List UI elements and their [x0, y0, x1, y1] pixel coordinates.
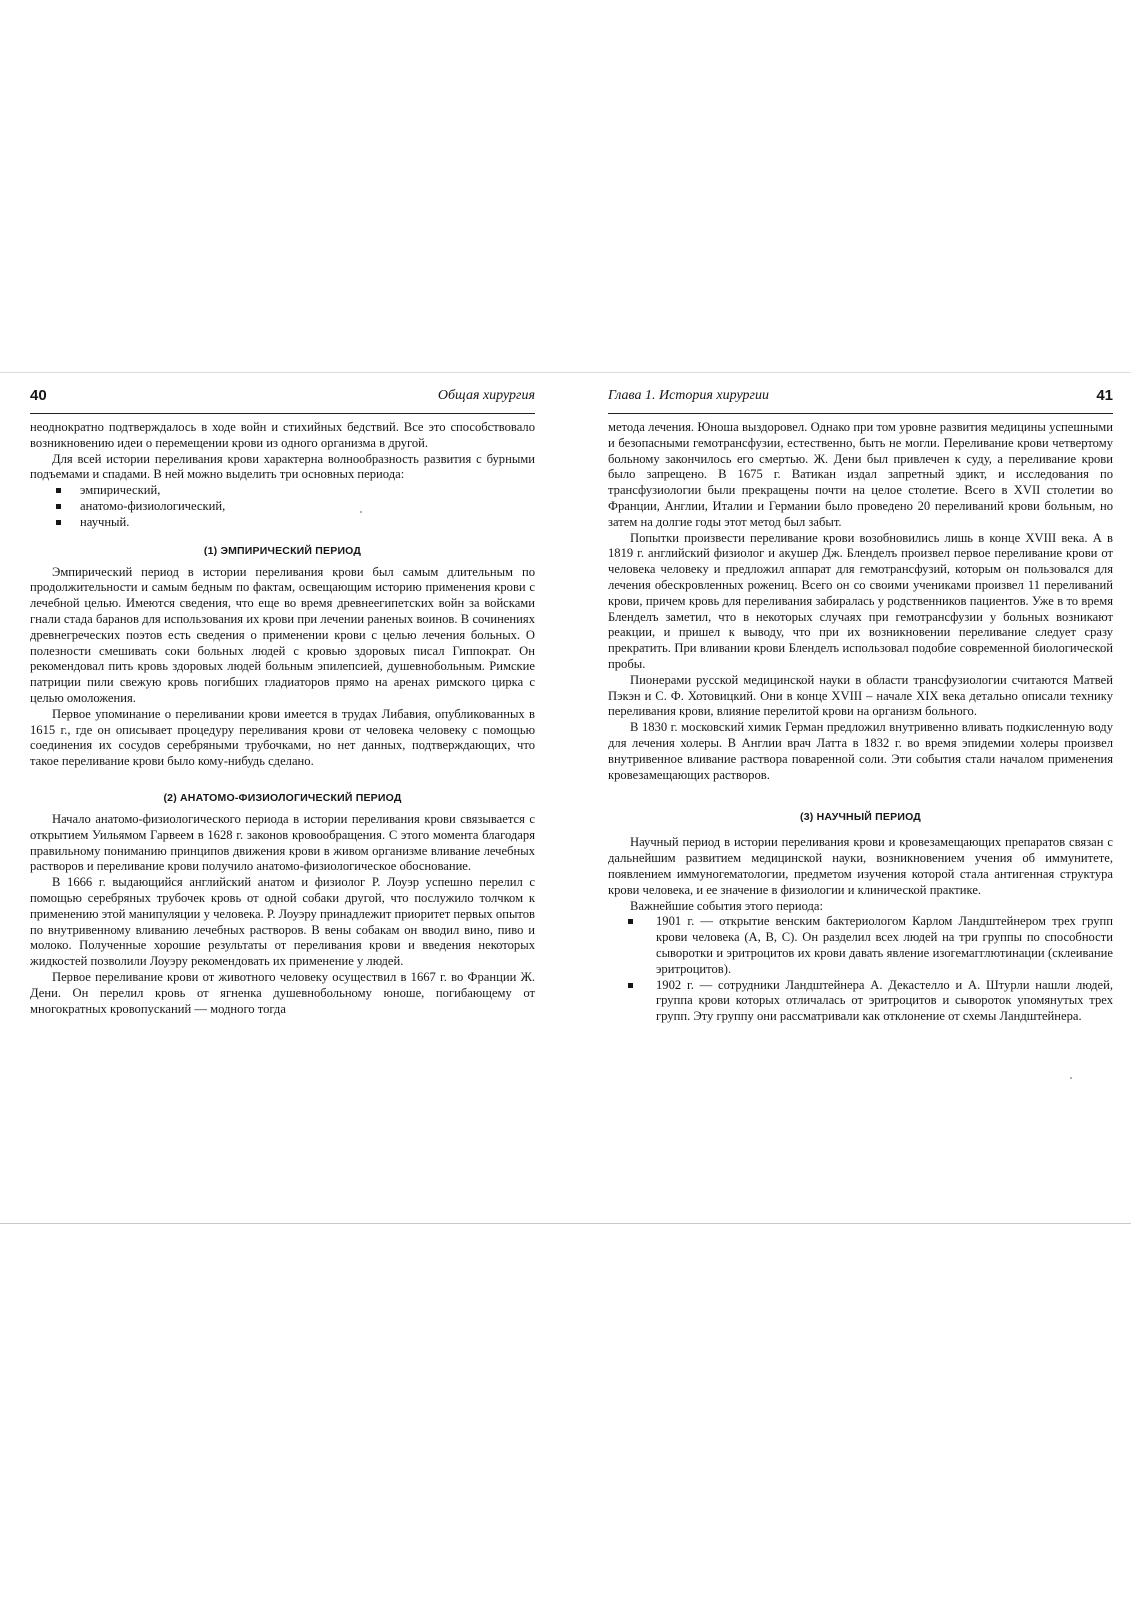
bullet-icon [628, 983, 633, 988]
page-number: 40 [30, 387, 47, 404]
paragraph: Научный период в истории переливания крови и кровезамещающих препаратов связан с дальнейшим развитием медицинской науки, возникновением учения об иммунитете, появлением иммуногематологии, предметом изучения которой стала антигенная структура крови человека, и ее значение в физиологии и клинической практике. [608, 835, 1113, 897]
running-title: Общая хирургия [437, 388, 535, 403]
events-list [608, 914, 1113, 1025]
list-item-text: 1901 г. — открытие венским бактериологом Карлом Ландштейнером трех групп крови человека (А, В, С). Он разделил всех людей на три группы по способности сыворотки и эритроцитов их крови давать явление изогемагглютинации (склеивание эритроцитов). [656, 914, 1113, 976]
left-page [30, 387, 535, 1017]
paragraph: Эмпирический период в истории переливания крови был самым длительным по продолжительности и самым бедным по фактам, освещающим историю применения крови с лечебной целью. Имеются сведения, что еще во время древнеегипетских войн за войсками гнали стада баранов для использования их крови при лечении раненых воинов. В сочинениях древнегреческих поэтов есть сведения о применении крови с целью лечения больных. О полезности смешивать соки больных людей с кровью здоровых писал Гиппократ. Он рекомендовал пить кровь здоровых людей больным эпилепсией, душевнобольным. Римские патриции пили свежую кровь погибших гладиаторов прямо на аренах римского цирка с целью омоложения. [30, 564, 535, 705]
bullet-icon [56, 504, 61, 509]
list-item-text: анатомо-физиологический, [80, 498, 226, 513]
bullet-icon [628, 919, 633, 924]
list-item [608, 914, 1113, 977]
paragraph: Пионерами русской медицинской науки в области трансфузиологии считаются Матвей Пэкэн и С. Ф. Хотовицкий. Они в конце XVIII – начале XIX века детально описали технику переливания крови, влияние перелитой крови на организм больного. [608, 672, 1113, 719]
section-heading: (3) НАУЧНЫЙ ПЕРИОД [800, 811, 921, 824]
paragraph: неоднократно подтверждалось в ходе войн и стихийных бедствий. Все это способствовало возникновению идеи о перемещении крови из одного организма в другой. [30, 420, 535, 450]
periods-list [30, 483, 535, 530]
running-head [30, 387, 535, 414]
running-head [608, 387, 1113, 414]
list-item [30, 515, 535, 531]
bullet-icon [56, 520, 61, 525]
bullet-icon [56, 488, 61, 493]
paragraph: В 1830 г. московский химик Герман предложил внутривенно вливать подкисленную воду для лечения холеры. В Англии врач Латта в 1832 г. во время эпидемии холеры произвел внутривенное вливание раствора поваренной соли. Эти события стали началом применения кровезамещающих растворов. [608, 720, 1113, 782]
scan-speck [360, 511, 362, 513]
running-title: Глава 1. История хирургии [608, 388, 769, 403]
paragraph: Начало анатомо-физиологического периода в истории переливания крови связывается с открытием Уильямом Гарвеем в 1628 г. законов кровообращения. С этого момента благодаря правильному пониманию принципов движения крови в живом организме вливание лечебных растворов и переливание крови получило анатомо-физиологическое обоснование. [30, 811, 535, 874]
paragraph: Для всей истории переливания крови характерна волнообразность развития с бурными подъемами и спадами. В ней можно выделить три основных периода: [30, 451, 535, 482]
section-heading: (2) АНАТОМО-ФИЗИОЛОГИЧЕСКИЙ ПЕРИОД [163, 791, 402, 804]
list-item-text: эмпирический, [80, 483, 161, 498]
paragraph: Первое переливание крови от животного человеку осуществил в 1667 г. во Франции Ж. Дени. Он перелил кровь от ягненка душевнобольному юноше, погибающему от многократных кровопусканий — модного тогда [30, 969, 535, 1016]
right-page [608, 387, 1113, 1025]
page-number: 41 [1096, 387, 1113, 404]
paragraph: метода лечения. Юноша выздоровел. Однако при том уровне развития медицины успешными и безопасными гемотрансфузии, естественно, быть не могли. Переливание крови четвертому больному закончилось его смертью. Ж. Дени был привлечен к суду, а переливание крови было запрещено. В 1675 г. Ватикан издал запретный эдикт, и исследования по трансфузиологии были прекращены почти на целое столетие. Всего в XVII столетии во Франции, Англии, Италии и Германии было проведено 20 переливаний крови больным, но затем на долгие годы этот метод был забыт. [608, 420, 1113, 529]
paragraph: В 1666 г. выдающийся английский анатом и физиолог Р. Лоуэр успешно перелил с помощью серебряных трубочек кровь от одной собаки другой, что послужило толчком к применению этой манипуляции у человека. Р. Лоуэру принадлежит приоритет первых опытов по внутривенному вливанию лечебных растворов. В вены собакам он вводил вино, пиво и молоко. Полученные хорошие результаты от переливания крови и введения некоторых жидкостей позволили Лоуэру рекомендовать их применение у людей. [30, 875, 535, 969]
paragraph: Попытки произвести переливание крови возобновились лишь в конце XVIII века. А в 1819 г. английский физиолог и акушер Дж. Бленделъ произвел первое переливание крови от человека человеку и предложил аппарат для гемотрансфузий, которым он пользовался для лечения обескровленных рожениц. Всего он со своими учениками произвел 11 переливаний крови, причем кровь для переливания забиралась у родственников пациентов. Уже в то время Бленделъ заметил, что в некоторых случаях при гемотрансфузии у больных возникают реакции, и пришел к выводу, что при их возникновении переливание следует сразу прекратить. При вливании крови Бленделъ использовал подобие современной биологической пробы. [608, 530, 1113, 671]
section-heading: (1) ЭМПИРИЧЕСКИЙ ПЕРИОД [203, 544, 362, 557]
list-item-text: научный. [80, 514, 130, 529]
list-item [30, 499, 535, 515]
list-item-text: 1902 г. — сотрудники Ландштейнера А. Декастелло и А. Штурли нашли людей, группа крови которых отличалась от эритроцитов и сывороток упомянутых трех групп. Эту группу они рассматривали как отклонение от схемы Ландштейнера. [656, 977, 1113, 1024]
paragraph: Важнейшие события этого периода: [630, 898, 824, 913]
paragraph: Первое упоминание о переливании крови имеется в трудах Либавия, опубликованных в 1615 г., где он описывает процедуру переливания крови от человека человеку с помощью соединения их сосудов серебряными трубочками, но нет данных, подтверждающих, что такое переливание крови было кому-нибудь сделано. [30, 706, 535, 769]
scan-speck [1070, 1077, 1072, 1079]
list-item [608, 978, 1113, 1025]
book-spread [0, 372, 1131, 1224]
list-item [30, 483, 535, 499]
